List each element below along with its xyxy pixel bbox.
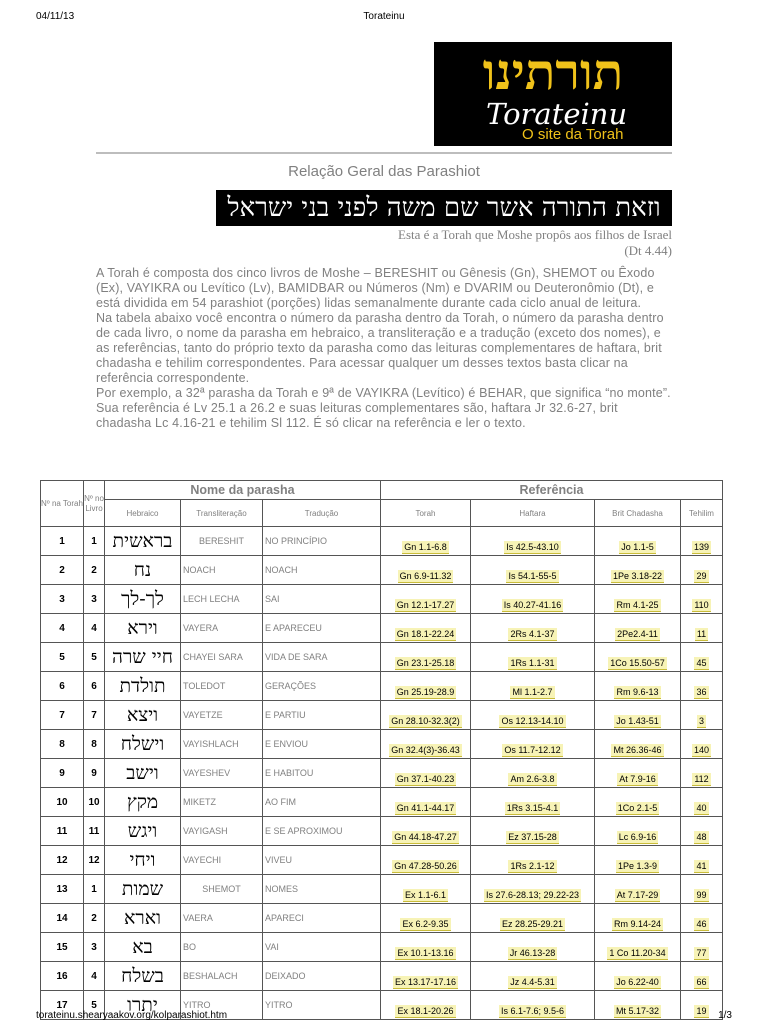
cell-num-livro: 1	[84, 527, 105, 556]
cell-torah-ref[interactable]	[381, 701, 471, 730]
cell-tehilim-ref[interactable]	[681, 585, 723, 614]
cell-tehilim-ref-link[interactable]: 99	[696, 890, 707, 900]
cell-transliteracao: LECH LECHA	[181, 585, 263, 614]
cell-tehilim-ref-link[interactable]: 48	[696, 832, 707, 842]
cell-haftara-ref-link[interactable]: 1Rs 3.15-4.1	[506, 803, 559, 813]
cell-num-livro: 6	[84, 672, 105, 701]
verse-hebrew: וזאת התורה אשר שם משה לפני בני ישראל	[216, 190, 672, 226]
header-haftara: Haftara	[471, 500, 595, 527]
cell-haftara-ref[interactable]	[471, 672, 595, 701]
cell-torah-ref-link[interactable]: Gn 1.1-6.8	[404, 542, 447, 552]
cell-torah-ref[interactable]	[381, 904, 471, 933]
intro-paragraph: Na tabela abaixo você encontra o número da parasha dentro da Torah, o número da parasha dentro de cada livro, o nome da parasha em hebraico, a transliteração e a tradução (exceto dos nomes), e as referências, tanto do próprio texto da parasha como das leituras complementares de haftara, brit chadasha e tehilim correspondentes. Para acessar qualquer um desses textos basta clicar na referência correspondente.	[96, 311, 664, 385]
site-logo[interactable]	[434, 42, 672, 146]
cell-tehilim-ref-link[interactable]: 77	[696, 948, 707, 958]
cell-tehilim-ref[interactable]	[681, 875, 723, 904]
cell-brit-ref[interactable]	[595, 875, 681, 904]
cell-num-torah: 6	[41, 672, 84, 701]
cell-hebraico: בשלח	[105, 962, 181, 991]
header-num-torah: Nº na Torah	[41, 481, 84, 527]
cell-traducao: E PARTIU	[263, 701, 381, 730]
cell-haftara-ref[interactable]	[471, 846, 595, 875]
cell-torah-ref[interactable]	[381, 817, 471, 846]
cell-num-torah: 8	[41, 730, 84, 759]
cell-haftara-ref-link[interactable]: 1Rs 1.1-31	[510, 658, 555, 668]
cell-num-livro: 5	[84, 643, 105, 672]
table-row	[41, 701, 723, 730]
cell-haftara-ref[interactable]	[471, 933, 595, 962]
cell-torah-ref[interactable]	[381, 556, 471, 585]
cell-brit-ref-link[interactable]: Lc 6.9-16	[618, 832, 657, 842]
cell-haftara-ref-link[interactable]: 1Rs 2.1-12	[510, 861, 555, 871]
cell-brit-ref[interactable]	[595, 643, 681, 672]
table-row	[41, 643, 723, 672]
cell-brit-ref[interactable]	[595, 933, 681, 962]
cell-hebraico: ויגש	[105, 817, 181, 846]
cell-num-livro: 12	[84, 846, 105, 875]
header-brit: Brit Chadasha	[595, 500, 681, 527]
cell-num-livro: 2	[84, 904, 105, 933]
cell-num-torah: 16	[41, 962, 84, 991]
cell-traducao: NOMES	[263, 875, 381, 904]
header-num-livro: Nº no Livro	[84, 481, 105, 527]
verse-translation	[196, 227, 672, 259]
cell-traducao: E HABITOU	[263, 759, 381, 788]
cell-haftara-ref[interactable]	[471, 817, 595, 846]
table-row	[41, 846, 723, 875]
cell-torah-ref-link[interactable]: Ex 10.1-13.16	[397, 948, 454, 958]
cell-hebraico: ויחי	[105, 846, 181, 875]
cell-brit-ref-link[interactable]: Rm 9.6-13	[616, 687, 659, 697]
cell-tehilim-ref[interactable]	[681, 672, 723, 701]
cell-num-livro: 8	[84, 730, 105, 759]
cell-torah-ref-link[interactable]: Ex 1.1-6.1	[404, 890, 447, 900]
header-hebraico: Hebraico	[105, 500, 181, 527]
logo-subtitle: O site da Torah	[522, 126, 624, 143]
cell-tehilim-ref-link[interactable]: 41	[696, 861, 707, 871]
cell-num-livro: 2	[84, 556, 105, 585]
cell-haftara-ref[interactable]	[471, 962, 595, 991]
cell-hebraico: נח	[105, 556, 181, 585]
cell-tehilim-ref[interactable]	[681, 759, 723, 788]
cell-traducao: E ENVIOU	[263, 730, 381, 759]
cell-num-torah: 1	[41, 527, 84, 556]
cell-traducao: APARECI	[263, 904, 381, 933]
cell-hebraico: לך-לך	[105, 585, 181, 614]
cell-num-torah: 13	[41, 875, 84, 904]
table-row	[41, 672, 723, 701]
cell-traducao: DEIXADO	[263, 962, 381, 991]
cell-tehilim-ref-link[interactable]: 46	[696, 919, 707, 929]
header-transliteracao: Transliteração	[181, 500, 263, 527]
cell-brit-ref-link[interactable]: Jo 1.1-5	[621, 542, 654, 552]
cell-num-livro: 9	[84, 759, 105, 788]
cell-tehilim-ref-link[interactable]: 11	[696, 629, 707, 639]
cell-tehilim-ref[interactable]	[681, 643, 723, 672]
cell-hebraico: שמות	[105, 875, 181, 904]
print-title: Torateinu	[363, 11, 405, 22]
cell-transliteracao: VAYECHI	[181, 846, 263, 875]
cell-num-torah: 2	[41, 556, 84, 585]
print-header	[0, 0, 768, 30]
cell-tehilim-ref-link[interactable]: 29	[696, 571, 707, 581]
cell-transliteracao: SHEMOT	[181, 875, 263, 904]
cell-brit-ref-link[interactable]: 1Pe 1.3-9	[617, 861, 658, 871]
cell-brit-ref[interactable]	[595, 904, 681, 933]
cell-haftara-ref-link[interactable]: Ez 37.15-28	[508, 832, 557, 842]
verse-translation-text: Esta é a Torah que Moshe propôs aos filhos de Israel	[398, 227, 672, 242]
cell-brit-ref-link[interactable]: Mt 5.17-32	[615, 1006, 660, 1016]
cell-torah-ref-link[interactable]: Gn 41.1-44.17	[396, 803, 455, 813]
cell-hebraico: וישלח	[105, 730, 181, 759]
table-row	[41, 759, 723, 788]
cell-torah-ref[interactable]	[381, 672, 471, 701]
cell-tehilim-ref[interactable]	[681, 788, 723, 817]
table-row	[41, 730, 723, 759]
cell-haftara-ref-link[interactable]: Os 12.13-14.10	[501, 716, 564, 726]
cell-transliteracao: MIKETZ	[181, 788, 263, 817]
cell-tehilim-ref[interactable]	[681, 904, 723, 933]
cell-transliteracao: VAYETZE	[181, 701, 263, 730]
cell-traducao: E APARECEU	[263, 614, 381, 643]
cell-brit-ref[interactable]	[595, 701, 681, 730]
cell-hebraico: תולדת	[105, 672, 181, 701]
cell-num-torah: 11	[41, 817, 84, 846]
cell-hebraico: ויצא	[105, 701, 181, 730]
cell-tehilim-ref[interactable]	[681, 962, 723, 991]
cell-hebraico: וישב	[105, 759, 181, 788]
cell-tehilim-ref[interactable]	[681, 527, 723, 556]
cell-num-torah: 9	[41, 759, 84, 788]
cell-transliteracao: TOLEDOT	[181, 672, 263, 701]
cell-torah-ref-link[interactable]: Gn 37.1-40.23	[396, 774, 455, 784]
cell-brit-ref[interactable]	[595, 962, 681, 991]
cell-haftara-ref[interactable]	[471, 730, 595, 759]
cell-haftara-ref-link[interactable]: Is 6.1-7.6; 9.5-6	[500, 1006, 565, 1016]
cell-transliteracao: CHAYEI SARA	[181, 643, 263, 672]
cell-num-livro: 3	[84, 933, 105, 962]
cell-hebraico: מקץ	[105, 788, 181, 817]
cell-tehilim-ref-link[interactable]: 66	[696, 977, 707, 987]
divider	[96, 152, 672, 154]
cell-brit-ref-link[interactable]: At 7.17-29	[616, 890, 659, 900]
intro-paragraph: A Torah é composta dos cinco livros de Moshe – BERESHIT ou Gênesis (Gn), SHEMOT ou Êxodo (Ex), VAYIKRA ou Levítico (Lv), BAMIDBAR ou Números (Nm) e DVARIM ou Deuteronômio (Dt), e está dividida em 54 parashiot (porções) lidas semanalmente durante cada ciclo anual de leitura.	[96, 266, 655, 310]
cell-traducao: VIVEU	[263, 846, 381, 875]
cell-tehilim-ref[interactable]	[681, 614, 723, 643]
parashiot-table	[40, 480, 723, 1020]
cell-haftara-ref-link[interactable]: Jr 46.13-28	[509, 948, 556, 958]
cell-transliteracao: VAYISHLACH	[181, 730, 263, 759]
cell-hebraico: וארא	[105, 904, 181, 933]
cell-torah-ref-link[interactable]: Gn 32.4(3)-36.43	[391, 745, 460, 755]
cell-num-livro: 3	[84, 585, 105, 614]
cell-transliteracao: NOACH	[181, 556, 263, 585]
cell-torah-ref-link[interactable]: Gn 47.28-50.26	[394, 861, 457, 871]
cell-num-torah: 7	[41, 701, 84, 730]
cell-brit-ref-link[interactable]: Rm 9.14-24	[613, 919, 662, 929]
cell-tehilim-ref-link[interactable]: 139	[693, 542, 710, 552]
cell-haftara-ref-link[interactable]: Is 54.1-55-5	[508, 571, 557, 581]
header-tehilim: Tehilim	[681, 500, 723, 527]
cell-brit-ref[interactable]	[595, 788, 681, 817]
cell-torah-ref-link[interactable]: Ex 13.17-17.16	[394, 977, 457, 987]
cell-haftara-ref-link[interactable]: Ez 28.25-29.21	[501, 919, 564, 929]
cell-num-torah: 3	[41, 585, 84, 614]
cell-torah-ref-link[interactable]: Gn 23.1-25.18	[396, 658, 455, 668]
cell-torah-ref[interactable]	[381, 527, 471, 556]
cell-tehilim-ref[interactable]	[681, 556, 723, 585]
cell-brit-ref-link[interactable]: 1Co 15.50-57	[610, 658, 665, 668]
cell-torah-ref[interactable]	[381, 933, 471, 962]
page-title: Relação Geral das Parashiot	[288, 163, 480, 180]
cell-brit-ref[interactable]	[595, 556, 681, 585]
cell-torah-ref-link[interactable]: Gn 28.10-32.3(2)	[391, 716, 460, 726]
table-row	[41, 933, 723, 962]
cell-tehilim-ref-link[interactable]: 40	[696, 803, 707, 813]
print-page-number: 1/3	[718, 1010, 732, 1021]
cell-hebraico: חיי שרה	[105, 643, 181, 672]
cell-brit-ref[interactable]	[595, 614, 681, 643]
cell-num-torah: 12	[41, 846, 84, 875]
cell-tehilim-ref-link[interactable]: 112	[694, 774, 709, 784]
cell-num-livro: 5	[84, 991, 105, 1020]
cell-brit-ref[interactable]	[595, 846, 681, 875]
cell-num-livro: 7	[84, 701, 105, 730]
cell-transliteracao: VAYESHEV	[181, 759, 263, 788]
cell-brit-ref-link[interactable]: Rm 4.1-25	[616, 600, 659, 610]
cell-torah-ref[interactable]	[381, 788, 471, 817]
table-row	[41, 817, 723, 846]
cell-transliteracao: VAYIGASH	[181, 817, 263, 846]
cell-haftara-ref[interactable]	[471, 585, 595, 614]
cell-brit-ref-link[interactable]: Mt 26.36-46	[613, 745, 662, 755]
cell-haftara-ref-link[interactable]: Is 42.5-43.10	[506, 542, 559, 552]
cell-traducao: NOACH	[263, 556, 381, 585]
cell-brit-ref-link[interactable]: 2Pe2.4-11	[617, 629, 658, 639]
table-row	[41, 788, 723, 817]
cell-num-livro: 4	[84, 614, 105, 643]
cell-brit-ref[interactable]	[595, 730, 681, 759]
cell-num-torah: 10	[41, 788, 84, 817]
cell-traducao: NO PRINCÍPIO	[263, 527, 381, 556]
cell-torah-ref[interactable]	[381, 759, 471, 788]
cell-haftara-ref[interactable]	[471, 904, 595, 933]
cell-hebraico: וירא	[105, 614, 181, 643]
cell-brit-ref[interactable]	[595, 759, 681, 788]
cell-traducao: VIDA DE SARA	[263, 643, 381, 672]
cell-brit-ref[interactable]	[595, 585, 681, 614]
cell-traducao: SAI	[263, 585, 381, 614]
cell-brit-ref-link[interactable]: 1Co 2.1-5	[617, 803, 658, 813]
cell-hebraico: בא	[105, 933, 181, 962]
cell-traducao: AO FIM	[263, 788, 381, 817]
cell-haftara-ref[interactable]	[471, 788, 595, 817]
cell-tehilim-ref[interactable]	[681, 730, 723, 759]
cell-torah-ref[interactable]	[381, 614, 471, 643]
print-url: torateinu.shearyaakov.org/kolparashiot.htm	[36, 1010, 228, 1021]
cell-torah-ref-link[interactable]: Gn 6.9-11.32	[399, 571, 452, 581]
cell-tehilim-ref-link[interactable]: 45	[696, 658, 707, 668]
cell-num-livro: 4	[84, 962, 105, 991]
cell-haftara-ref-link[interactable]: Is 40.27-41.16	[503, 600, 562, 610]
cell-brit-ref-link[interactable]: Jo 6.22-40	[616, 977, 659, 987]
cell-hebraico: בראשית	[105, 527, 181, 556]
cell-brit-ref[interactable]	[595, 527, 681, 556]
cell-torah-ref[interactable]	[381, 643, 471, 672]
print-date: 04/11/13	[36, 11, 75, 22]
cell-tehilim-ref-link[interactable]: 110	[694, 600, 709, 610]
logo-latin: Torateinu	[486, 97, 628, 131]
cell-tehilim-ref-link[interactable]: 140	[693, 745, 710, 755]
cell-transliteracao: BERESHIT	[181, 527, 263, 556]
table-row	[41, 556, 723, 585]
intro-text	[96, 266, 676, 431]
cell-haftara-ref[interactable]	[471, 643, 595, 672]
cell-num-torah: 15	[41, 933, 84, 962]
table-row	[41, 614, 723, 643]
cell-haftara-ref-link[interactable]: Ml 1.1-2.7	[512, 687, 553, 697]
cell-haftara-ref-link[interactable]: Am 2.6-3.8	[510, 774, 555, 784]
cell-torah-ref[interactable]	[381, 846, 471, 875]
cell-brit-ref-link[interactable]: Jo 1.43-51	[616, 716, 659, 726]
logo-hebrew: תורתינו	[482, 42, 624, 101]
cell-tehilim-ref[interactable]	[681, 933, 723, 962]
intro-paragraph: Por exemplo, a 32ª parasha da Torah e 9ª de VAYIKRA (Levítico) é BEHAR, que significa “no monte”. Sua referência é Lv 25.1 a 26.2 e suas leituras complementares são, haftara Jr 32.6-27, brit chadasha Lc 4.16-21 e tehilim Sl 112. É só clicar na referência e ler o texto.	[96, 386, 671, 430]
cell-torah-ref[interactable]	[381, 875, 471, 904]
cell-haftara-ref[interactable]	[471, 614, 595, 643]
cell-haftara-ref-link[interactable]: Jz 4.4-5.31	[510, 977, 555, 987]
table-row	[41, 585, 723, 614]
cell-haftara-ref[interactable]	[471, 701, 595, 730]
cell-torah-ref[interactable]	[381, 962, 471, 991]
table-row	[41, 904, 723, 933]
cell-num-torah: 4	[41, 614, 84, 643]
header-group-name: Nome da parasha	[105, 481, 381, 500]
cell-traducao: GERAÇÕES	[263, 672, 381, 701]
cell-transliteracao: VAERA	[181, 904, 263, 933]
cell-haftara-ref[interactable]	[471, 556, 595, 585]
cell-torah-ref[interactable]	[381, 730, 471, 759]
cell-brit-ref-link[interactable]: At 7.9-16	[619, 774, 656, 784]
verse-reference: (Dt 4.44)	[624, 243, 672, 258]
cell-torah-ref-link[interactable]: Ex 18.1-20.26	[397, 1006, 454, 1016]
cell-haftara-ref[interactable]	[471, 759, 595, 788]
cell-num-torah: 14	[41, 904, 84, 933]
cell-num-torah: 17	[41, 991, 84, 1020]
cell-haftara-ref[interactable]	[471, 875, 595, 904]
cell-haftara-ref-link[interactable]: Is 27.6-28.13; 29.22-23	[485, 890, 580, 900]
header-group-ref: Referência	[381, 481, 723, 500]
cell-brit-ref[interactable]	[595, 672, 681, 701]
cell-tehilim-ref[interactable]	[681, 817, 723, 846]
cell-haftara-ref-link[interactable]: 2Rs 4.1-37	[510, 629, 555, 639]
table-row	[41, 962, 723, 991]
cell-traducao: YITRO	[263, 991, 381, 1020]
cell-brit-ref-link[interactable]: 1Pe 3.18-22	[612, 571, 663, 581]
cell-tehilim-ref-link[interactable]: 19	[696, 1006, 707, 1016]
cell-tehilim-ref[interactable]	[681, 846, 723, 875]
cell-tehilim-ref-link[interactable]: 3	[698, 716, 704, 726]
cell-num-livro: 11	[84, 817, 105, 846]
cell-haftara-ref[interactable]	[471, 527, 595, 556]
cell-num-torah: 5	[41, 643, 84, 672]
cell-transliteracao: BO	[181, 933, 263, 962]
cell-transliteracao: BESHALACH	[181, 962, 263, 991]
cell-brit-ref[interactable]	[595, 817, 681, 846]
cell-num-livro: 10	[84, 788, 105, 817]
header-traducao: Tradução	[263, 500, 381, 527]
cell-traducao: E SE APROXIMOU	[263, 817, 381, 846]
cell-haftara-ref-link[interactable]: Os 11.7-12.12	[504, 745, 561, 755]
cell-tehilim-ref-link[interactable]: 36	[696, 687, 707, 697]
cell-hebraico: יתרו	[105, 991, 181, 1020]
cell-traducao: VAI	[263, 933, 381, 962]
cell-torah-ref-link[interactable]: Ex 6.2-9.35	[402, 919, 449, 929]
table-row	[41, 875, 723, 904]
cell-tehilim-ref[interactable]	[681, 701, 723, 730]
cell-transliteracao: VAYERA	[181, 614, 263, 643]
header-torah: Torah	[381, 500, 471, 527]
cell-torah-ref-link[interactable]: Gn 44.18-47.27	[394, 832, 457, 842]
table-row	[41, 527, 723, 556]
cell-torah-ref[interactable]	[381, 585, 471, 614]
cell-transliteracao: YITRO	[181, 991, 263, 1020]
cell-brit-ref-link[interactable]: 1 Co 11.20-34	[609, 948, 666, 958]
cell-torah-ref-link[interactable]: Gn 12.1-17.27	[396, 600, 455, 610]
cell-torah-ref-link[interactable]: Gn 25.19-28.9	[396, 687, 455, 697]
cell-num-livro: 1	[84, 875, 105, 904]
cell-torah-ref-link[interactable]: Gn 18.1-22.24	[396, 629, 455, 639]
